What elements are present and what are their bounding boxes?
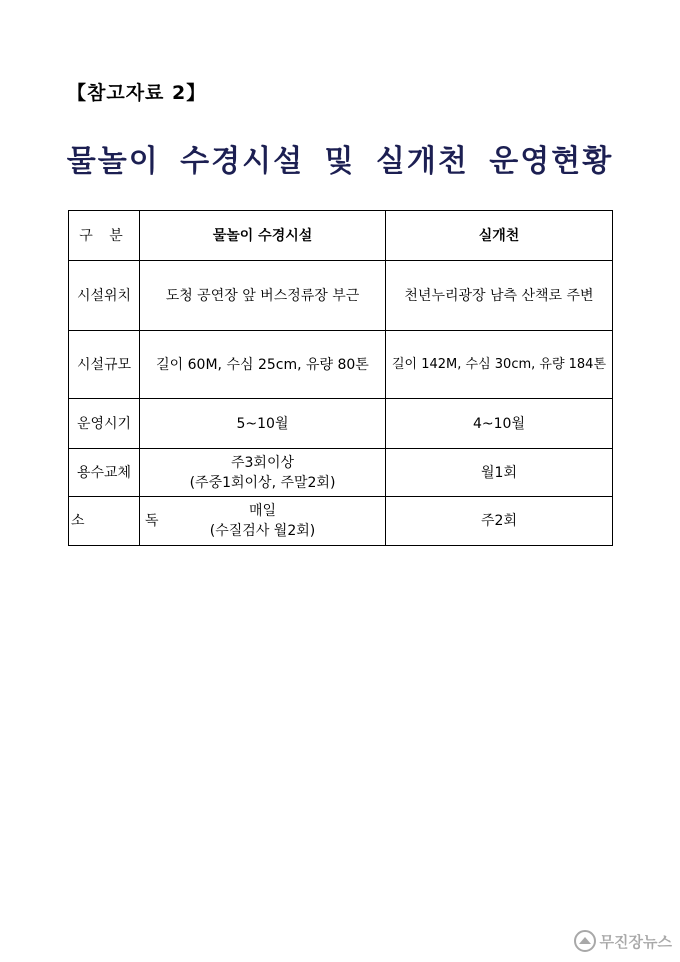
stream-cell: [386, 497, 613, 546]
cell-line: (수질검사 월2회): [209, 523, 316, 539]
fountain-cell: [140, 261, 386, 331]
header-water-play-fountain: 물놀이 수경시설: [140, 211, 386, 261]
cell-line: 4~10월: [473, 415, 525, 432]
table-row: [69, 331, 613, 399]
cell-line: 월1회: [481, 464, 517, 481]
cell-line: 주2회: [481, 513, 517, 529]
document-title: 물놀이 수경시설 및 실개천 운영현황: [66, 144, 614, 179]
fountain-cell: [140, 449, 386, 497]
table-header-row: [69, 211, 613, 261]
fountain-cell: [140, 331, 386, 399]
operation-status-table: [68, 210, 613, 546]
header-category: 구 분: [69, 211, 140, 261]
cell-line: 도청 공연장 앞 버스정류장 부근: [165, 287, 360, 304]
row-label: 용수교체: [69, 449, 140, 497]
row-label: 운영시기: [69, 399, 140, 449]
cell-line: 매일: [248, 503, 277, 519]
watermark-text: 무진장뉴스: [599, 932, 672, 951]
stream-cell: [386, 331, 613, 399]
table-row: [69, 399, 613, 449]
cell-line: 길이 60M, 수심 25cm, 유량 80톤: [156, 356, 369, 373]
stream-cell: [386, 399, 613, 449]
row-label: 시설규모: [69, 331, 140, 399]
table-row: [69, 497, 613, 546]
cell-line: (주중1회이상, 주말2회): [189, 474, 336, 491]
stream-cell: [386, 261, 613, 331]
reference-label: 【참고자료 2】: [67, 82, 207, 104]
cell-line: 5~10월: [236, 415, 289, 432]
fountain-cell: [140, 399, 386, 449]
table-row: [69, 449, 613, 497]
row-label: 소 독: [69, 497, 140, 546]
header-stream: 실개천: [386, 211, 613, 261]
stream-cell: [386, 449, 613, 497]
cell-line: 천년누리광장 남측 산책로 주변: [404, 287, 594, 304]
row-label: 시설위치: [69, 261, 140, 331]
cell-line: 길이 142M, 수심 30cm, 유량 184톤: [391, 356, 607, 372]
cell-line: 주3회이상: [230, 454, 294, 471]
mountain-logo-icon: [574, 930, 596, 952]
table-row: [69, 261, 613, 331]
watermark: [574, 930, 672, 952]
